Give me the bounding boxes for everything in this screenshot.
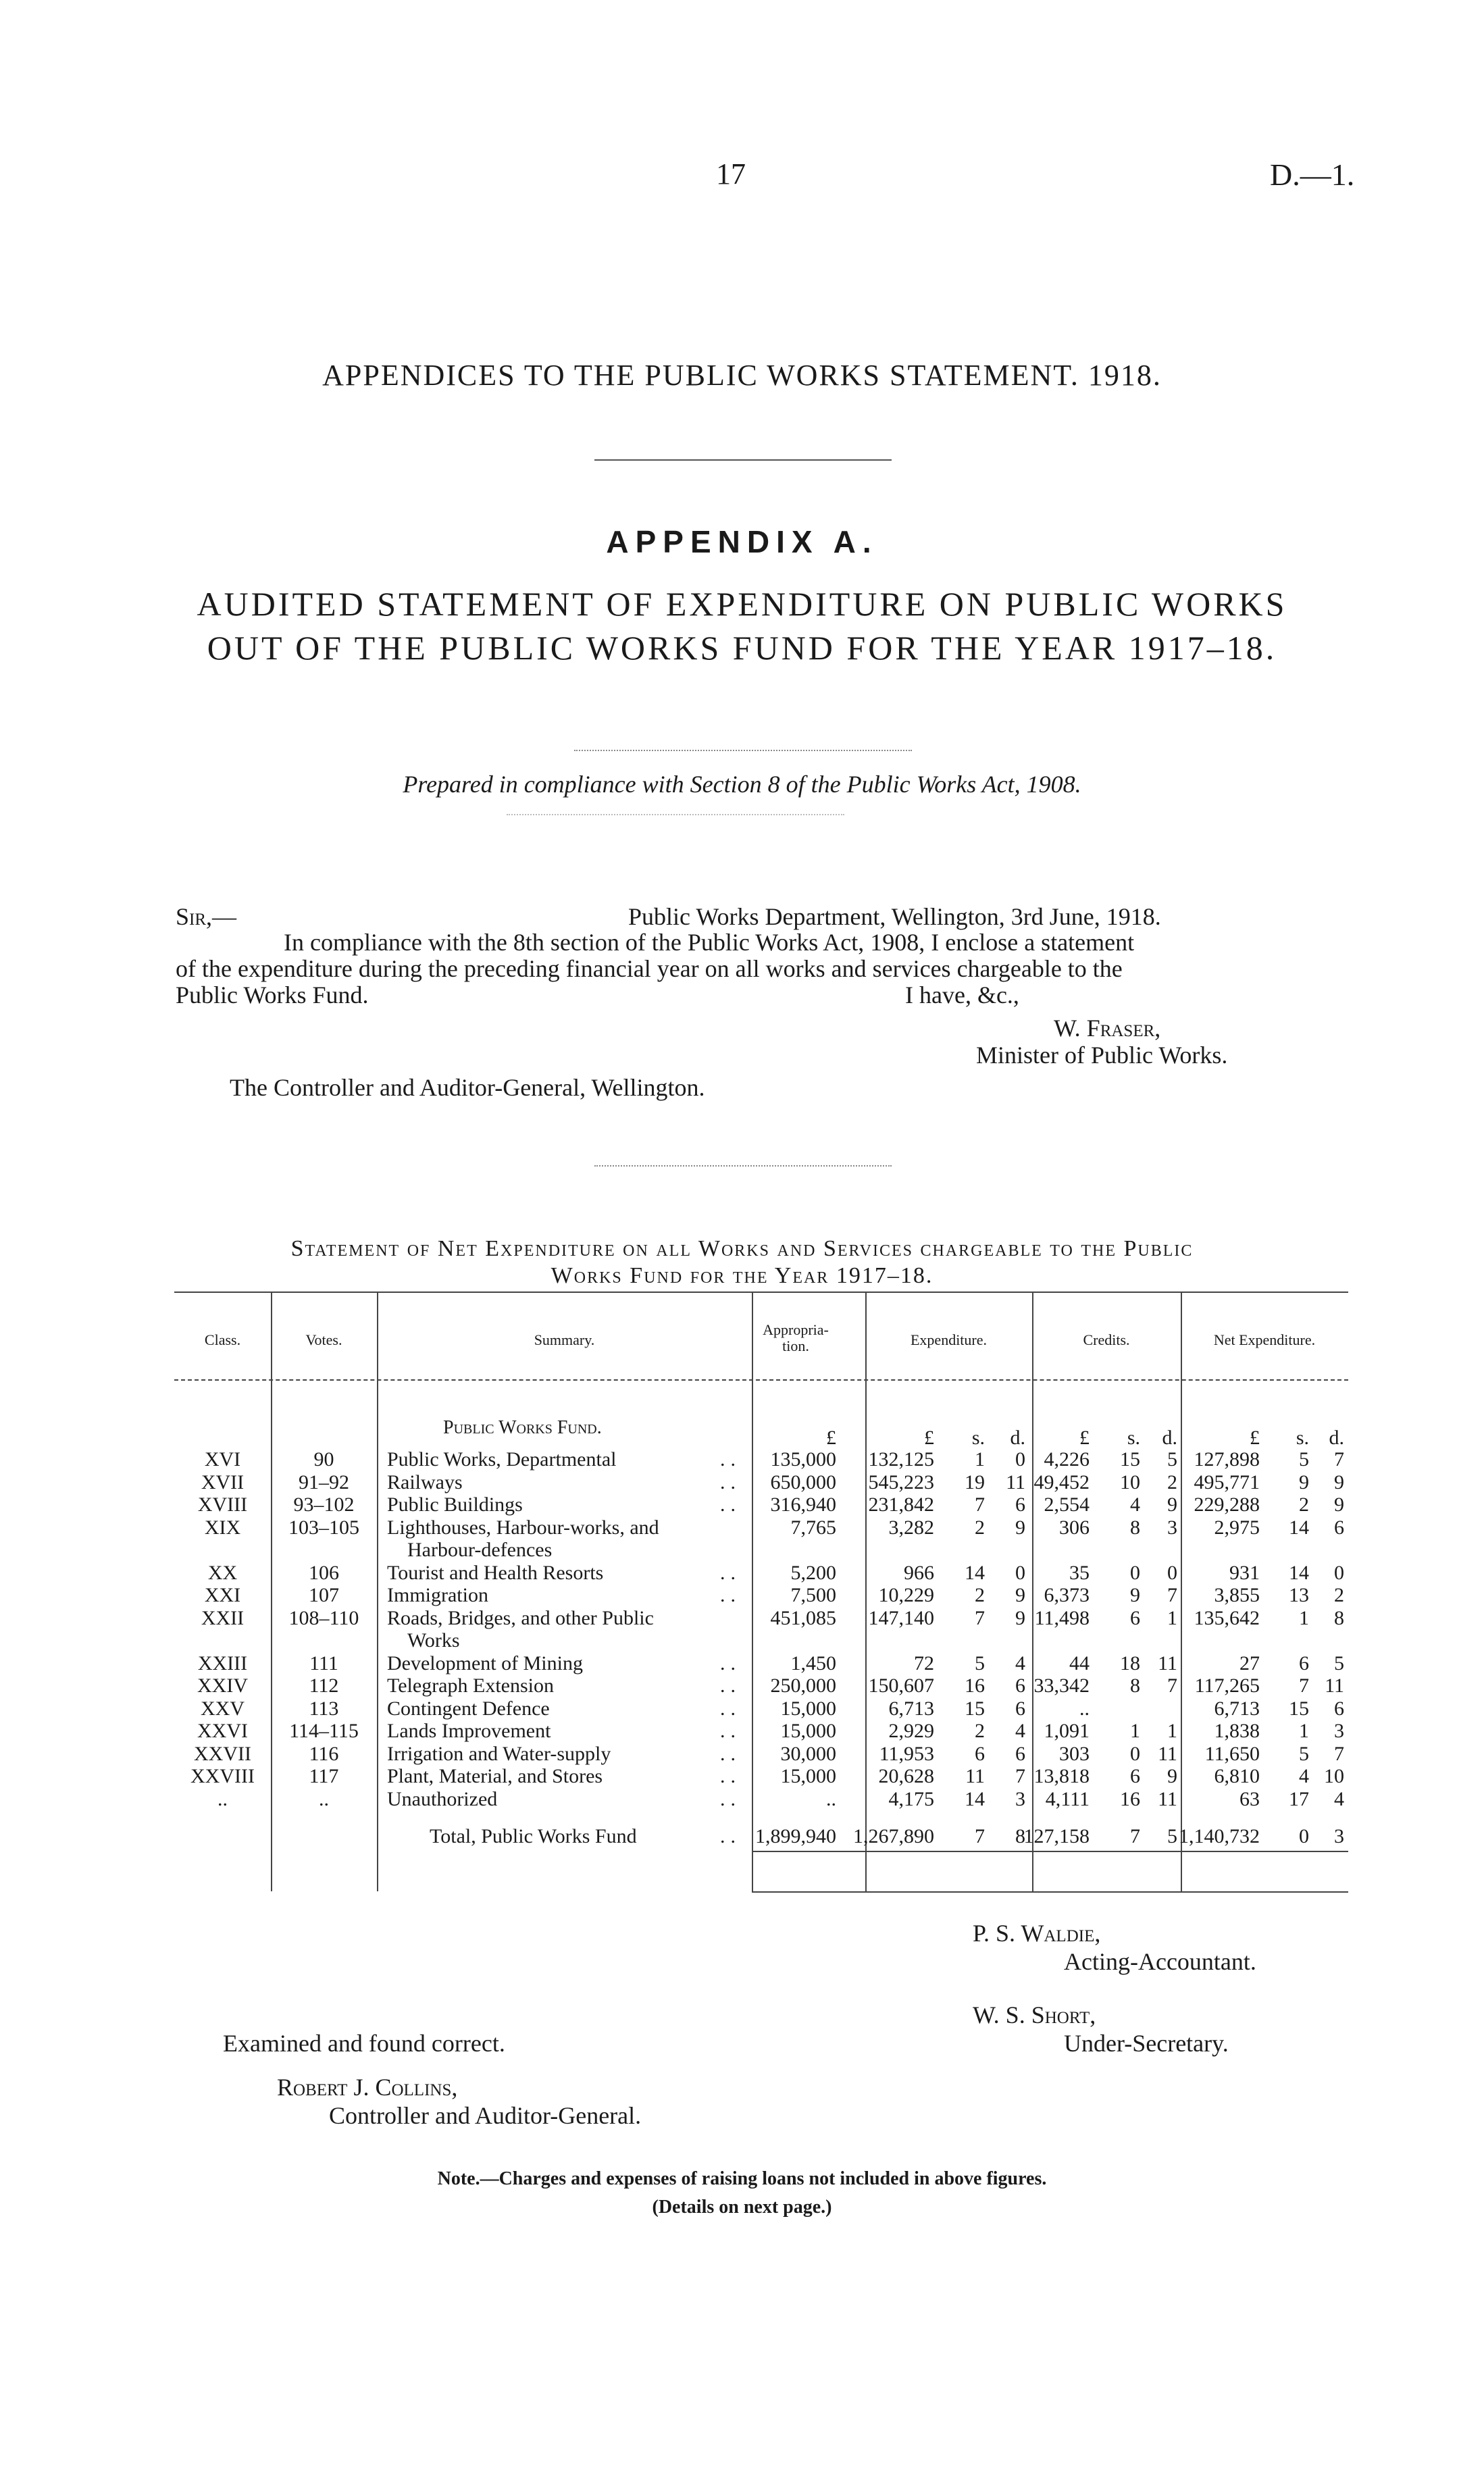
header-credits: Credits. (1083, 1331, 1130, 1348)
row-votes: 107 (309, 1584, 339, 1606)
row-exp-d: 6 (1015, 1697, 1025, 1720)
total-net-d: 3 (1334, 1825, 1344, 1847)
row-exp-d: 0 (1015, 1448, 1025, 1470)
row-net-l: 3,855 (1214, 1584, 1260, 1606)
row-cr-d: 11 (1158, 1742, 1177, 1765)
row-net-s: 7 (1299, 1674, 1309, 1697)
row-exp-l: 150,607 (868, 1674, 934, 1697)
row-net-d: 7 (1334, 1448, 1344, 1470)
row-exp-l: 10,229 (878, 1584, 934, 1606)
unit-exp-s: s. (971, 1427, 985, 1449)
row-appropriation: 316,940 (770, 1493, 836, 1516)
row-cr-l: 4,226 (1044, 1448, 1090, 1470)
statement-heading-2: Works Fund for the Year 1917–18. (551, 1263, 933, 1288)
row-cr-d: 1 (1167, 1606, 1177, 1629)
total-exp-l: 1,267,890 (853, 1825, 934, 1847)
row-appropriation: 650,000 (770, 1470, 836, 1493)
row-exp-s: 16 (965, 1674, 985, 1697)
row-appropriation: 30,000 (780, 1742, 836, 1765)
row-net-s: 1 (1299, 1720, 1309, 1742)
row-cr-s: 9 (1130, 1584, 1140, 1606)
row-cr-d: 7 (1167, 1674, 1177, 1697)
row-summary: Lands Improvement (387, 1720, 551, 1742)
row-exp-s: 6 (975, 1742, 985, 1765)
row-appropriation: 5,200 (790, 1561, 836, 1584)
row-votes: 108–110 (288, 1606, 359, 1629)
row-summary: Tourist and Health Resorts (387, 1561, 604, 1584)
row-exp-d: 4 (1015, 1652, 1025, 1674)
row-cr-s: 6 (1130, 1606, 1140, 1629)
row-exp-s: 14 (965, 1787, 985, 1810)
row-cr-d: 0 (1167, 1561, 1177, 1584)
collins-signature: Robert J. Collins, (277, 2074, 458, 2101)
row-cr-s: 15 (1120, 1448, 1140, 1470)
row-cr-l: 44 (1069, 1652, 1090, 1674)
dot-leader: .. (720, 1470, 741, 1493)
prepared-note: Prepared in compliance with Section 8 of the Public Works Act, 1908. (403, 771, 1081, 798)
row-exp-l: 231,842 (868, 1493, 934, 1516)
row-summary: Public Works, Departmental (387, 1448, 617, 1470)
row-appropriation: 135,000 (770, 1448, 836, 1470)
total-exp-s: 7 (975, 1825, 985, 1847)
row-net-l: 117,265 (1194, 1674, 1260, 1697)
row-cr-d: 11 (1158, 1787, 1177, 1810)
dot-leader: .. (720, 1697, 741, 1720)
row-net-s: 4 (1299, 1765, 1309, 1787)
row-cr-s: 18 (1120, 1652, 1140, 1674)
row-class: XVI (204, 1448, 241, 1470)
row-votes: 103–105 (288, 1516, 359, 1539)
row-net-d: 10 (1324, 1765, 1344, 1787)
row-class: XXII (201, 1606, 245, 1629)
row-cr-l: 1,091 (1044, 1720, 1090, 1742)
row-class: XVII (201, 1470, 245, 1493)
unit-exp-d: d. (1010, 1427, 1025, 1449)
dot-leader: .. (720, 1584, 741, 1606)
row-votes: 106 (309, 1561, 339, 1584)
row-votes: 112 (309, 1674, 339, 1697)
waldie-title: Acting-Accountant. (1064, 1948, 1256, 1975)
row-class: XXI (204, 1584, 241, 1606)
row-net-d: 6 (1334, 1697, 1344, 1720)
total-label: Total, Public Works Fund (430, 1825, 637, 1847)
dot-leader: .. (720, 1787, 741, 1810)
row-summary: Public Buildings (387, 1493, 523, 1516)
row-class: XX (207, 1561, 238, 1584)
expenditure-table (174, 1291, 1348, 1899)
letter-body-line-1: In compliance with the 8th section of the Public Works Act, 1908, I enclose a statement (284, 929, 1135, 956)
row-net-l: 135,642 (1194, 1606, 1260, 1629)
letter-signer-title: Minister of Public Works. (976, 1042, 1228, 1069)
row-exp-d: 9 (1015, 1584, 1025, 1606)
row-exp-d: 11 (1006, 1470, 1025, 1493)
unit-appropriation: £ (826, 1427, 836, 1449)
row-cr-s: 4 (1130, 1493, 1140, 1516)
document-reference: D.—1. (1270, 157, 1355, 192)
row-cr-s: 8 (1130, 1674, 1140, 1697)
total-cr-l: 127,158 (1023, 1825, 1090, 1847)
details-note: (Details on next page.) (652, 2197, 832, 2218)
section-title: Public Works Fund. (443, 1417, 602, 1438)
row-exp-s: 11 (965, 1765, 985, 1787)
row-votes: 116 (309, 1742, 339, 1765)
row-summary: Lighthouses, Harbour-works, and (387, 1516, 659, 1539)
row-cr-d: 1 (1167, 1720, 1177, 1742)
row-cr-d: 9 (1167, 1493, 1177, 1516)
dot-leader: .. (720, 1561, 741, 1584)
row-net-s: 17 (1289, 1787, 1309, 1810)
row-net-s: 14 (1289, 1561, 1309, 1584)
header-class: Class. (204, 1331, 241, 1348)
row-cr-s: 6 (1130, 1765, 1140, 1787)
row-net-d: 9 (1334, 1470, 1344, 1493)
unit-cr-d: d. (1162, 1427, 1177, 1449)
row-net-s: 1 (1299, 1606, 1309, 1629)
row-exp-l: 3,282 (888, 1516, 934, 1539)
letter-addressee: The Controller and Auditor-General, Wellington. (230, 1074, 705, 1101)
row-cr-d: 11 (1158, 1652, 1177, 1674)
divider (594, 459, 892, 461)
row-appropriation: 15,000 (780, 1697, 836, 1720)
row-exp-s: 2 (975, 1720, 985, 1742)
page-number: 17 (716, 157, 746, 190)
row-exp-s: 1 (975, 1448, 985, 1470)
row-cr-l: 35 (1069, 1561, 1090, 1584)
row-net-l: 931 (1229, 1561, 1260, 1584)
row-exp-s: 2 (975, 1516, 985, 1539)
row-votes: 90 (313, 1448, 334, 1470)
row-exp-l: 966 (904, 1561, 934, 1584)
row-net-s: 9 (1299, 1470, 1309, 1493)
collins-title: Controller and Auditor-General. (329, 2102, 642, 2129)
row-net-d: 7 (1334, 1742, 1344, 1765)
row-appropriation: 250,000 (770, 1674, 836, 1697)
total-cr-d: 5 (1167, 1825, 1177, 1847)
row-cr-l: 6,373 (1044, 1584, 1090, 1606)
row-summary-cont: Harbour-defences (407, 1539, 553, 1561)
unit-cr-s: s. (1127, 1427, 1140, 1449)
row-class: XXVII (194, 1742, 251, 1765)
row-cr-s: 10 (1120, 1470, 1140, 1493)
row-net-d: 11 (1325, 1674, 1344, 1697)
row-cr-s: 0 (1130, 1742, 1140, 1765)
row-exp-d: 4 (1015, 1720, 1025, 1742)
waldie-signature: P. S. Waldie, (973, 1920, 1101, 1947)
row-votes: 91–92 (299, 1470, 349, 1493)
row-cr-d: 2 (1167, 1470, 1177, 1493)
row-cr-l: 2,554 (1044, 1493, 1090, 1516)
row-appropriation: 7,500 (790, 1584, 836, 1606)
row-cr-l: 303 (1059, 1742, 1090, 1765)
row-summary-cont: Works (407, 1629, 460, 1652)
row-exp-d: 7 (1015, 1765, 1025, 1787)
row-exp-s: 2 (975, 1584, 985, 1606)
row-net-s: 14 (1289, 1516, 1309, 1539)
page-title: APPENDICES TO THE PUBLIC WORKS STATEMENT. 1918. (322, 359, 1162, 392)
row-exp-l: 545,223 (868, 1470, 934, 1493)
row-summary: Contingent Defence (387, 1697, 550, 1720)
total-appropriation: 1,899,940 (755, 1825, 836, 1847)
row-net-s: 5 (1299, 1742, 1309, 1765)
total-net-s: 0 (1299, 1825, 1309, 1847)
row-votes: 113 (309, 1697, 339, 1720)
row-cr-l: 4,111 (1045, 1787, 1090, 1810)
row-summary: Unauthorized (387, 1787, 498, 1810)
row-net-l: 2,975 (1214, 1516, 1260, 1539)
row-class: XXVI (197, 1720, 248, 1742)
row-votes: 114–115 (289, 1720, 359, 1742)
letter-closing: I have, &c., (905, 981, 1019, 1008)
total-net-l: 1,140,732 (1179, 1825, 1260, 1847)
row-exp-l: 132,125 (868, 1448, 934, 1470)
dot-leader: .. (720, 1448, 741, 1470)
row-net-d: 5 (1334, 1652, 1344, 1674)
row-net-s: 13 (1289, 1584, 1309, 1606)
header-net-expenditure: Net Expenditure. (1213, 1331, 1316, 1348)
row-exp-l: 6,713 (888, 1697, 934, 1720)
row-cr-s: 8 (1130, 1516, 1140, 1539)
row-cr-l: 13,818 (1033, 1765, 1090, 1787)
row-exp-s: 7 (975, 1493, 985, 1516)
row-cr-l: 306 (1059, 1516, 1090, 1539)
row-cr-l: .. (1079, 1697, 1090, 1720)
dot-leader: .. (720, 1493, 741, 1516)
row-exp-l: 11,953 (879, 1742, 934, 1765)
total-exp-d: 8 (1015, 1825, 1025, 1847)
dot-leader: .. (720, 1742, 741, 1765)
row-summary: Railways (387, 1470, 463, 1493)
row-votes: .. (319, 1787, 329, 1810)
row-exp-d: 6 (1015, 1742, 1025, 1765)
row-exp-d: 0 (1015, 1561, 1025, 1584)
row-exp-l: 72 (914, 1652, 934, 1674)
row-class: XXIII (197, 1652, 248, 1674)
unit-cr-l: £ (1079, 1427, 1090, 1449)
row-class: XXV (201, 1697, 245, 1720)
unit-net-s: s. (1296, 1427, 1309, 1449)
row-cr-s: 16 (1120, 1787, 1140, 1810)
row-cr-l: 11,498 (1034, 1606, 1090, 1629)
row-net-l: 63 (1239, 1787, 1260, 1810)
total-cr-s: 7 (1130, 1825, 1140, 1847)
row-exp-s: 19 (965, 1470, 985, 1493)
letter-body-line-3: Public Works Fund. (176, 981, 369, 1008)
row-net-s: 2 (1299, 1493, 1309, 1516)
row-net-s: 6 (1299, 1652, 1309, 1674)
dot-leader: .. (720, 1674, 741, 1697)
row-appropriation: 15,000 (780, 1720, 836, 1742)
row-exp-s: 14 (965, 1561, 985, 1584)
row-cr-d: 5 (1167, 1448, 1177, 1470)
subtitle-line-2: OUT OF THE PUBLIC WORKS FUND FOR THE YEAR 1917–18. (207, 629, 1277, 667)
unit-net-d: d. (1329, 1427, 1344, 1449)
divider (507, 814, 844, 815)
row-net-s: 5 (1299, 1448, 1309, 1470)
row-net-d: 8 (1334, 1606, 1344, 1629)
footnote: Note.—Charges and expenses of raising loans not included in above figures. (437, 2168, 1047, 2189)
divider (594, 1165, 892, 1167)
row-net-l: 6,810 (1214, 1765, 1260, 1787)
letter-dateline: Public Works Department, Wellington, 3rd June, 1918. (628, 903, 1161, 930)
row-net-d: 4 (1334, 1787, 1344, 1810)
row-net-l: 229,288 (1194, 1493, 1260, 1516)
row-net-d: 9 (1334, 1493, 1344, 1516)
dot-leader: .. (720, 1652, 741, 1674)
row-net-l: 495,771 (1194, 1470, 1260, 1493)
header-expenditure: Expenditure. (910, 1331, 988, 1348)
row-exp-d: 3 (1015, 1787, 1025, 1810)
row-exp-s: 15 (965, 1697, 985, 1720)
dot-leader: .. (720, 1825, 741, 1847)
row-exp-d: 9 (1015, 1606, 1025, 1629)
row-votes: 111 (309, 1652, 338, 1674)
appendix-heading: APPENDIX A. (606, 524, 878, 559)
letter-signer: W. Fraser, (1054, 1015, 1161, 1042)
row-class: XXIV (197, 1674, 248, 1697)
row-appropriation: 7,765 (790, 1516, 836, 1539)
letter-salutation: Sir,— (176, 903, 237, 930)
row-exp-l: 147,140 (868, 1606, 934, 1629)
unit-net-l: £ (1250, 1427, 1260, 1449)
row-cr-d: 3 (1167, 1516, 1177, 1539)
short-signature: W. S. Short, (973, 2001, 1096, 2028)
row-class: XIX (204, 1516, 241, 1539)
row-exp-d: 6 (1015, 1674, 1025, 1697)
short-title: Under-Secretary. (1064, 2030, 1229, 2057)
dot-leader: .. (720, 1765, 741, 1787)
row-votes: 117 (309, 1765, 339, 1787)
row-cr-s: 1 (1130, 1720, 1140, 1742)
row-net-l: 127,898 (1194, 1448, 1260, 1470)
row-votes: 93–102 (293, 1493, 355, 1516)
row-exp-l: 2,929 (888, 1720, 934, 1742)
row-summary: Plant, Material, and Stores (387, 1765, 603, 1787)
examined-note: Examined and found correct. (223, 2030, 505, 2057)
header-appropriation: Appropria-tion. (763, 1321, 829, 1354)
row-net-d: 2 (1334, 1584, 1344, 1606)
header-votes: Votes. (305, 1331, 342, 1348)
dot-leader: .. (720, 1720, 741, 1742)
row-class: .. (218, 1787, 228, 1810)
row-appropriation: 1,450 (790, 1652, 836, 1674)
row-exp-s: 7 (975, 1606, 985, 1629)
letter-body-line-2: of the expenditure during the preceding financial year on all works and services chargeable to the (176, 955, 1123, 982)
row-net-l: 1,838 (1214, 1720, 1260, 1742)
row-summary: Roads, Bridges, and other Public (387, 1606, 654, 1629)
row-summary: Immigration (387, 1584, 488, 1606)
row-cr-l: 49,452 (1033, 1470, 1090, 1493)
row-net-l: 6,713 (1214, 1697, 1260, 1720)
row-summary: Telegraph Extension (387, 1674, 554, 1697)
row-net-d: 3 (1334, 1720, 1344, 1742)
row-net-l: 27 (1239, 1652, 1260, 1674)
subtitle-line-1: AUDITED STATEMENT OF EXPENDITURE ON PUBLIC WORKS (197, 585, 1287, 623)
row-summary: Development of Mining (387, 1652, 583, 1674)
divider (574, 750, 912, 751)
statement-heading-1: Statement of Net Expenditure on all Works and Services chargeable to the Public (290, 1236, 1194, 1261)
row-exp-d: 6 (1015, 1493, 1025, 1516)
row-cr-l: 33,342 (1033, 1674, 1090, 1697)
row-appropriation: 15,000 (780, 1765, 836, 1787)
row-net-d: 0 (1334, 1561, 1344, 1584)
row-exp-s: 5 (975, 1652, 985, 1674)
row-exp-l: 4,175 (888, 1787, 934, 1810)
row-exp-d: 9 (1015, 1516, 1025, 1539)
row-class: XVIII (197, 1493, 248, 1516)
unit-exp-l: £ (924, 1427, 934, 1449)
row-cr-d: 9 (1167, 1765, 1177, 1787)
row-cr-s: 0 (1130, 1561, 1140, 1584)
row-summary: Irrigation and Water-supply (387, 1742, 611, 1765)
row-cr-d: 7 (1167, 1584, 1177, 1606)
row-appropriation: .. (826, 1787, 836, 1810)
row-class: XXVIII (190, 1765, 255, 1787)
row-exp-l: 20,628 (878, 1765, 934, 1787)
row-net-d: 6 (1334, 1516, 1344, 1539)
header-summary: Summary. (534, 1331, 595, 1348)
row-appropriation: 451,085 (770, 1606, 836, 1629)
row-net-s: 15 (1289, 1697, 1309, 1720)
row-net-l: 11,650 (1204, 1742, 1260, 1765)
